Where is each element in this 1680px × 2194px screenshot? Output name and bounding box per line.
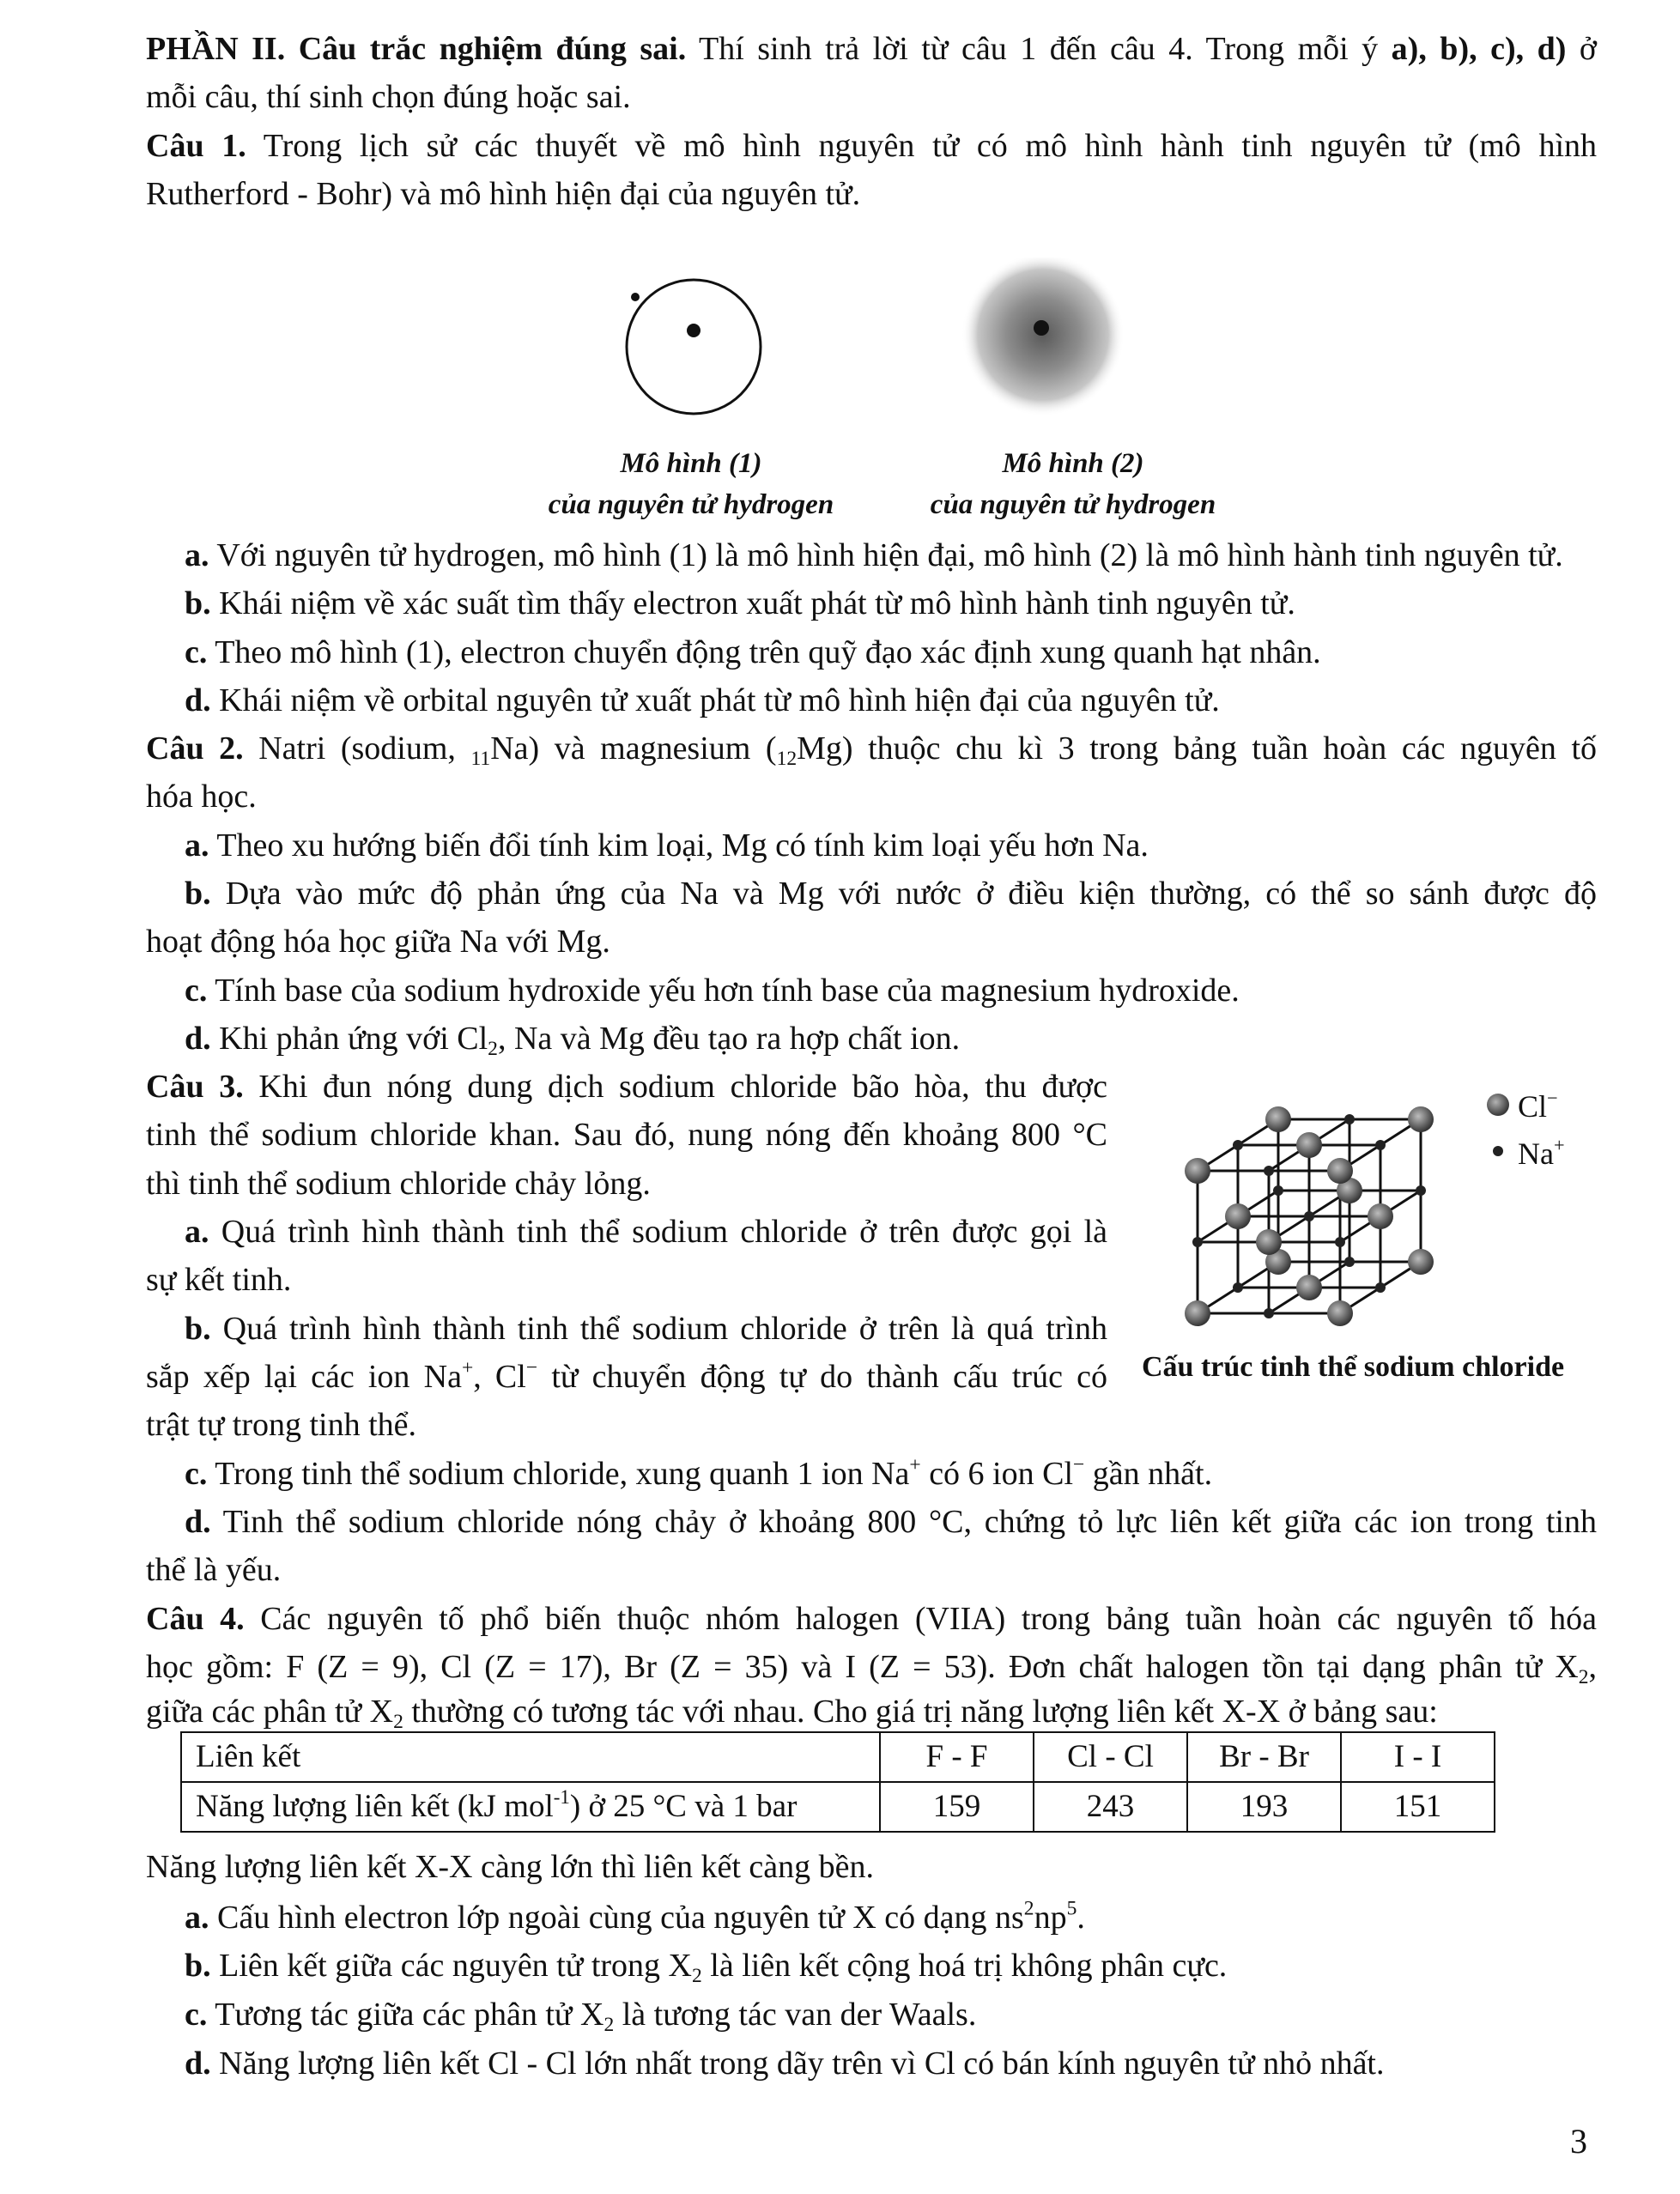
option-text: Liên kết giữa các nguyên tử trong X xyxy=(210,1948,692,1984)
option-text: Quá trình hình thành tinh thể sodium chloride ở trên là quá trình xyxy=(210,1311,1107,1347)
nacl-crystal-figure xyxy=(1172,1060,1464,1326)
cl-ion xyxy=(1327,1300,1353,1326)
q1-stem-2: Rutherford - Bohr) và mô hình hiện đại của nguyên tử. xyxy=(146,176,861,212)
table-cell: 243 xyxy=(1034,1782,1187,1832)
q2-stem-text: Na) và magnesium ( xyxy=(490,730,777,767)
option-text: có 6 ion Cl xyxy=(920,1456,1074,1492)
section-options: a), b), c), d) xyxy=(1391,31,1567,67)
q3-option-d xyxy=(185,1499,1597,1545)
legend-na-label: Na xyxy=(1518,1136,1554,1171)
subscript: 2 xyxy=(603,2014,615,2037)
option-text: Dựa vào mức độ phản ứng của Na và Mg với nước ở điều kiện thường, có thể so sánh được độ xyxy=(210,876,1597,912)
na-ion xyxy=(1416,1185,1426,1196)
q4-stem-text: thường có tương tác với nhau. Cho giá trị năng lượng liên kết X-X ở bảng sau: xyxy=(403,1694,1438,1730)
cl-ion xyxy=(1256,1229,1282,1255)
q3-label: Câu 3. xyxy=(146,1069,244,1105)
na-ion xyxy=(1233,1140,1243,1150)
legend-cl xyxy=(1518,1086,1558,1127)
nacl-figure-caption: Cấu trúc tinh thể sodium chloride xyxy=(1142,1351,1565,1383)
subscript: 2 xyxy=(393,1711,403,1734)
q3-option-a-cont: sự kết tinh. xyxy=(146,1262,292,1298)
q3-option-d-cont: thể là yếu. xyxy=(146,1552,282,1588)
legend-na-charge: + xyxy=(1553,1134,1565,1156)
table-cell: I - I xyxy=(1341,1732,1495,1782)
subscript: 2 xyxy=(488,1038,498,1061)
q1-label: Câu 1. xyxy=(146,128,246,164)
option-text: là liên kết cộng hoá trị không phân cực. xyxy=(701,1948,1228,1984)
option-label: b. xyxy=(185,1948,211,1984)
option-label: b. xyxy=(185,876,211,912)
option-text: Với nguyên tử hydrogen, mô hình (1) là mô hình hiện đại, mô hình (2) là mô hình hành tinh nguyên tử. xyxy=(209,537,1563,573)
option-label: a. xyxy=(185,827,209,864)
cl-ion xyxy=(1408,1249,1434,1275)
option-text: Trong tinh thể sodium chloride, xung quanh 1 ion Na xyxy=(207,1456,910,1492)
option-label: b. xyxy=(185,585,211,621)
q1-option-a xyxy=(185,532,1597,579)
option-text: Tinh thể sodium chloride nóng chảy ở khoảng 800 °C, chứng tỏ lực liên kết giữa các ion trong tinh xyxy=(210,1504,1597,1540)
bond-energy-table xyxy=(180,1731,1495,1833)
q1-option-d xyxy=(185,677,1597,724)
superscript: -1 xyxy=(553,1786,570,1809)
option-text: , Na và Mg đều tạo ra hợp chất ion. xyxy=(497,1021,961,1057)
option-text: Cấu hình electron lớp ngoài cùng của nguyên tử X có dạng ns xyxy=(209,1900,1024,1936)
table-cell: 159 xyxy=(880,1782,1034,1832)
q1-option-b xyxy=(185,580,1597,627)
q2-stem-text: Natri (sodium, xyxy=(243,730,471,767)
plus-charge: + xyxy=(909,1453,921,1476)
q2-option-d xyxy=(185,1015,1597,1062)
legend-na-icon xyxy=(1492,1145,1504,1157)
option-text: Tính base của sodium hydroxide yếu hơn tính base của magnesium hydroxide. xyxy=(207,973,1240,1009)
q4-label: Câu 4. xyxy=(146,1601,245,1637)
table-cell: Br - Br xyxy=(1187,1732,1341,1782)
q4-option-d xyxy=(185,2040,1597,2087)
q3-option-b xyxy=(185,1306,1107,1352)
model2-subtitle: của nguyên tử hydrogen xyxy=(930,489,1216,520)
option-text: sắp xếp lại các ion Na xyxy=(146,1359,462,1395)
option-label: d. xyxy=(185,1504,211,1540)
q4-option-a xyxy=(185,1894,1597,1941)
option-label: a. xyxy=(185,1214,209,1250)
section-instruction-2: mỗi câu, thí sinh chọn đúng hoặc sai. xyxy=(146,79,631,115)
option-label: c. xyxy=(185,973,208,1009)
q4-stem xyxy=(146,1596,1597,1642)
na-ion xyxy=(1375,1282,1386,1293)
option-text: , Cl xyxy=(473,1359,526,1395)
option-label: b. xyxy=(185,1311,211,1347)
q4-stem-text: Các nguyên tố phổ biến thuộc nhóm halogen (VIIA) trong bảng tuần hoàn các nguyên tố hóa xyxy=(244,1601,1597,1637)
option-text: Quá trình hình thành tinh thể sodium chloride ở trên được gọi là xyxy=(209,1214,1107,1250)
na-ion xyxy=(1344,1114,1355,1124)
model1-title: Mô hình (1) xyxy=(620,448,762,479)
cl-ion xyxy=(1296,1275,1322,1300)
row-label-text: ) ở 25 °C và 1 bar xyxy=(569,1789,798,1824)
q3-option-b-cont-2: trật tự trong tinh thể. xyxy=(146,1407,417,1443)
option-text: là tương tác van der Waals. xyxy=(614,1997,977,2033)
option-text: Khi phản ứng với Cl xyxy=(210,1021,488,1057)
na-ion xyxy=(1264,1166,1274,1176)
q3-option-a xyxy=(185,1209,1107,1255)
table-row xyxy=(181,1782,1495,1832)
cl-ion xyxy=(1265,1106,1291,1132)
superscript: 2 xyxy=(1023,1897,1034,1920)
minus-charge: − xyxy=(1073,1453,1085,1476)
na-ion xyxy=(1264,1308,1274,1318)
option-text: gần nhất. xyxy=(1084,1456,1213,1492)
q3-stem-3: thì tinh thể sodium chloride chảy lỏng. xyxy=(146,1166,651,1202)
q3-stem-2: tinh thể sodium chloride khan. Sau đó, nung nóng đến khoảng 800 °C xyxy=(146,1117,1107,1153)
table-cell: 151 xyxy=(1341,1782,1495,1832)
q4-stem-text: giữa các phân tử X xyxy=(146,1694,394,1730)
q4-option-c xyxy=(185,1991,1597,2038)
lattice-ions xyxy=(1185,1106,1434,1326)
option-label: d. xyxy=(185,1021,211,1057)
subscript: 2 xyxy=(692,1965,702,1988)
q2-stem-2: hóa học. xyxy=(146,779,257,815)
section-heading-line xyxy=(146,26,1597,72)
option-text: Tương tác giữa các phân tử X xyxy=(207,1997,604,2033)
row-label-text: Năng lượng liên kết (kJ mol xyxy=(196,1789,554,1824)
option-label: d. xyxy=(185,682,211,718)
na-ion xyxy=(1375,1140,1386,1150)
page-number: 3 xyxy=(1570,2122,1587,2161)
mg-atomic-number: 12 xyxy=(776,748,798,771)
table-header-cell: Liên kết xyxy=(181,1732,880,1782)
electron-cloud xyxy=(961,258,1125,416)
option-text: Khái niệm về xác suất tìm thấy electron xuất phát từ mô hình hành tinh nguyên tử. xyxy=(210,585,1295,621)
option-label: c. xyxy=(185,1997,208,2033)
q4-stem-text: , xyxy=(1588,1649,1597,1685)
section-instruction-end: ở xyxy=(1566,31,1597,67)
cl-ion xyxy=(1185,1300,1210,1326)
q2-stem xyxy=(146,725,1597,772)
option-text: Năng lượng liên kết Cl - Cl lớn nhất trong dãy trên vì Cl có bán kính nguyên tử nhỏ nhất. xyxy=(210,2046,1385,2082)
cl-ion xyxy=(1408,1106,1434,1132)
cl-ion xyxy=(1225,1203,1251,1229)
q3-option-b-cont xyxy=(146,1354,1107,1400)
q2-option-b xyxy=(185,870,1597,917)
cl-ion xyxy=(1327,1158,1353,1184)
na-atomic-number: 11 xyxy=(470,748,491,771)
table-row xyxy=(181,1732,1495,1782)
minus-charge: − xyxy=(525,1356,538,1379)
q2-option-c xyxy=(185,967,1597,1014)
q3-stem xyxy=(146,1064,1107,1110)
q2-option-b-cont: hoạt động hóa học giữa Na với Mg. xyxy=(146,924,610,960)
option-label: a. xyxy=(185,537,209,573)
q1-option-c xyxy=(185,629,1597,676)
legend-na xyxy=(1518,1133,1565,1174)
electron-dot xyxy=(631,293,640,301)
table-row-label xyxy=(181,1782,880,1832)
option-text: Theo xu hướng biến đổi tính kim loại, Mg có tính kim loại yếu hơn Na. xyxy=(209,827,1149,864)
q2-option-a xyxy=(185,822,1597,869)
option-label: c. xyxy=(185,634,208,670)
table-cell: F - F xyxy=(880,1732,1034,1782)
q2-label: Câu 2. xyxy=(146,730,244,767)
plus-charge: + xyxy=(461,1356,474,1379)
option-text: . xyxy=(1077,1900,1085,1936)
section-heading: PHẦN II. Câu trắc nghiệm đúng sai. xyxy=(146,31,687,67)
na-ion xyxy=(1192,1237,1203,1247)
section-instruction: Thí sinh trả lời từ câu 1 đến câu 4. Trong mỗi ý xyxy=(686,31,1392,67)
model2-title: Mô hình (2) xyxy=(1002,448,1144,479)
table-cell: Cl - Cl xyxy=(1034,1732,1187,1782)
option-text: Theo mô hình (1), electron chuyển động trên quỹ đạo xác định xung quanh hạt nhân. xyxy=(207,634,1321,670)
q4-note: Năng lượng liên kết X-X càng lớn thì liên kết càng bền. xyxy=(146,1849,875,1885)
legend-cl-icon xyxy=(1485,1092,1511,1118)
q1-stem xyxy=(146,123,1597,169)
model1-subtitle: của nguyên tử hydrogen xyxy=(548,489,834,520)
subscript: 2 xyxy=(1578,1666,1589,1689)
option-label: c. xyxy=(185,1456,208,1492)
na-ion xyxy=(1304,1211,1314,1221)
superscript: 5 xyxy=(1066,1897,1077,1920)
option-text: Khái niệm về orbital nguyên tử xuất phát từ mô hình hiện đại của nguyên tử. xyxy=(210,682,1220,718)
legend-cl-label: Cl xyxy=(1518,1089,1548,1124)
nucleus-dot xyxy=(687,324,701,337)
cloud-nucleus-dot xyxy=(1034,320,1049,336)
na-ion xyxy=(1335,1237,1345,1247)
option-text: từ chuyển động tự do thành cấu trúc có xyxy=(537,1359,1108,1395)
q1-stem-text: Trong lịch sử các thuyết về mô hình nguyên tử có mô hình hành tinh nguyên tử (mô hình xyxy=(246,128,1597,164)
na-ion xyxy=(1273,1185,1283,1196)
legend-cl-charge: − xyxy=(1547,1087,1558,1109)
q2-stem-text: Mg) thuộc chu kì 3 trong bảng tuần hoàn các nguyên tố xyxy=(797,730,1598,767)
cl-ion xyxy=(1368,1203,1393,1229)
model1-caption xyxy=(511,443,871,525)
bohr-model-figure xyxy=(618,273,781,436)
option-text: np xyxy=(1034,1900,1067,1936)
q4-stem-3 xyxy=(146,1688,1597,1735)
q3-stem-text: Khi đun nóng dung dịch sodium chloride bão hòa, thu được xyxy=(243,1069,1107,1105)
orbit-circle xyxy=(627,280,761,414)
cl-ion xyxy=(1185,1158,1210,1184)
option-label: a. xyxy=(185,1900,209,1936)
electron-cloud-figure xyxy=(957,258,1129,429)
model2-caption xyxy=(889,443,1258,525)
q3-option-c xyxy=(185,1451,1597,1497)
na-ion xyxy=(1344,1257,1355,1267)
q4-option-b xyxy=(185,1942,1597,1989)
table-cell: 193 xyxy=(1187,1782,1341,1832)
na-ion xyxy=(1233,1282,1243,1293)
option-label: d. xyxy=(185,2046,211,2082)
q4-stem-2 xyxy=(146,1644,1597,1690)
q4-stem-text: học gồm: F (Z = 9), Cl (Z = 17), Br (Z = 35) và I (Z = 53). Đơn chất halogen tồn tại dạng phân tử X xyxy=(146,1649,1579,1685)
cl-ion xyxy=(1296,1132,1322,1158)
